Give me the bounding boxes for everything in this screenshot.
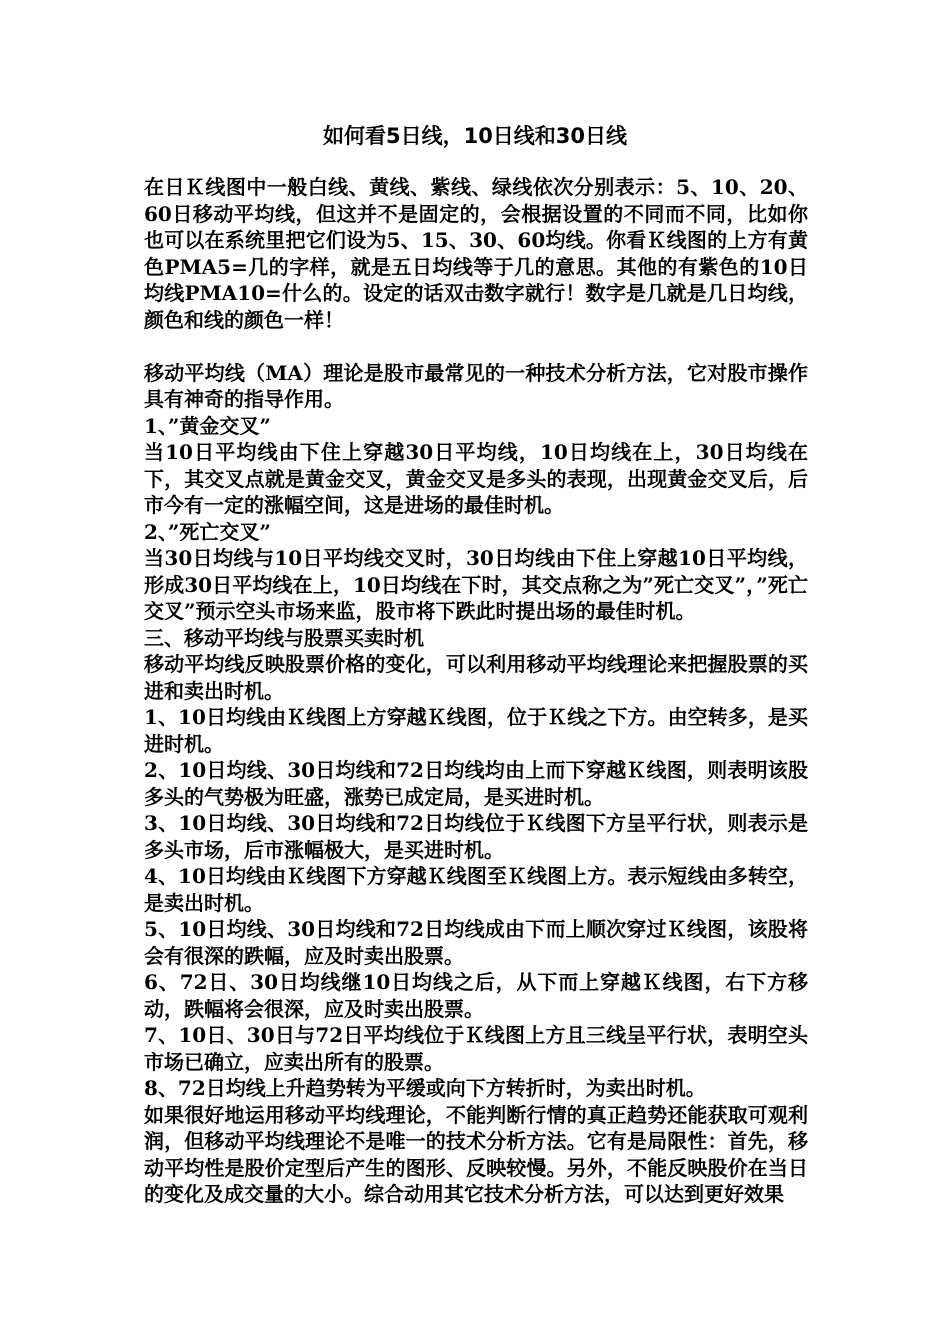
document-body [144, 174, 808, 1208]
list-item: 4、10日均线由Ｋ线图下方穿越Ｋ线图至Ｋ线图上方。表示短线由多转空，是卖出时机。 [144, 864, 808, 915]
golden-cross-paragraph: 当10日平均线由下住上穿越30日平均线，10日均线在上，30日均线在下，其交叉点就是黄金交叉，黄金交叉是多头的表现，出现黄金交叉后，后市今有一定的涨幅空间，这是进场的最佳时机。 [144, 440, 808, 517]
list-item: 5、10日均线、30日均线和72日均线成由下而上顺次穿过Ｋ线图，该股将会有很深的跌幅，应及时卖出股票。 [144, 917, 808, 968]
list-item: 2、10日均线、30日均线和72日均线均由上而下穿越Ｋ线图，则表明该股多头的气势极为旺盛，涨势已成定局，是买进时机。 [144, 758, 808, 809]
document-title: 如何看5日线，10日线和30日线 [322, 124, 628, 148]
list-item: 8、72日均线上升趋势转为平缓或向下方转折时，为卖出时机。 [144, 1076, 706, 1100]
conclusion-paragraph: 如果很好地运用移动平均线理论，不能判断行情的真正趋势还能获取可观利润，但移动平均线理论不是唯一的技术分析方法。它有是局限性：首先，移动平均性是股价定型后产生的图形、反映较慢。另外，不能反映股价在当日的变化及成交量的大小。综合动用其它技术分析方法，可以达到更好效果 [144, 1102, 808, 1206]
death-cross-paragraph: 当30日均线与10日平均线交叉时，30日均线由下住上穿越10日平均线，形成30日平均线在上，10日均线在下时，其交点称之为”死亡交叉”，”死亡交叉”预示空头市场来监，股市将下跌此时提出场的最佳时机。 [144, 546, 808, 623]
list-item: 7、10日、30日与72日平均线位于Ｋ线图上方且三线呈平行状，表明空头市场已确立，应卖出所有的股票。 [144, 1023, 808, 1074]
death-cross-heading: 2、”死亡交叉” [144, 519, 271, 544]
intro-paragraph: 在日Ｋ线图中一般白线、黄线、紫线、绿线依次分别表示：5、10、20、60日移动平均线，但这并不是固定的，会根据设置的不同而不同，比如你也可以在系统里把它们设为5、15、30、60均线。你看Ｋ线图的上方有黄色PMA5=几的字样，就是五日均线等于几的意思。其他的有紫色的10日均线PMA10=什么的。设定的话双击数字就行！数字是几就是几日均线，颜色和线的颜色一样！ [144, 175, 808, 332]
section-three-heading: 三、移动平均线与股票买卖时机 [144, 625, 424, 650]
ma-theory-paragraph: 移动平均线（MA）理论是股市最常见的一种技术分析方法，它对股市操作具有神奇的指导作用。 [144, 360, 808, 411]
list-item: 3、10日均线、30日均线和72日均线位于Ｋ线图下方呈平行状，则表示是多头市场，后市涨幅极大，是买进时机。 [144, 811, 808, 862]
golden-cross-heading: 1、”黄金交叉” [144, 413, 271, 438]
list-item: 1、10日均线由Ｋ线图上方穿越Ｋ线图，位于Ｋ线之下方。由空转多，是买进时机。 [144, 705, 808, 756]
section-three-intro: 移动平均线反映股票价格的变化，可以利用移动平均线理论来把握股票的买进和卖出时机。 [144, 652, 808, 703]
list-item: 6、72日、30日均线继10日均线之后，从下而上穿越Ｋ线图，右下方移动，跌幅将会很深，应及时卖出股票。 [144, 970, 808, 1021]
paragraph-spacer [144, 333, 808, 360]
